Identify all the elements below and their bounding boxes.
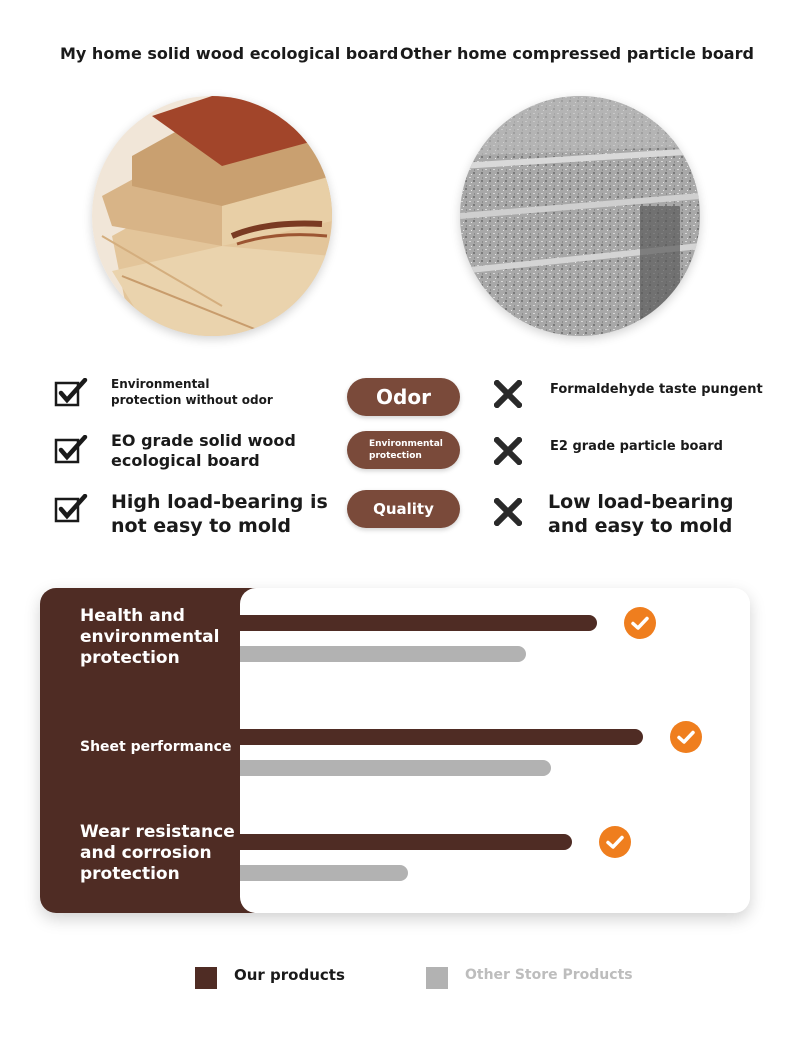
legend-our-products: Our products bbox=[234, 966, 345, 984]
checkbox-check-icon bbox=[54, 378, 88, 408]
chart-category-label: Sheet performance bbox=[80, 739, 232, 755]
our-product-bar bbox=[240, 834, 572, 850]
chart-category-label: Wear resistance and corrosion protection bbox=[80, 822, 235, 884]
our-feature-text: High load-bearing is not easy to mold bbox=[111, 491, 328, 537]
other-product-bar bbox=[240, 646, 526, 662]
orange-check-badge-icon bbox=[599, 826, 631, 858]
other-product-bar bbox=[240, 760, 551, 776]
legend-other-products: Other Store Products bbox=[465, 967, 633, 983]
quality-pill: Quality bbox=[347, 490, 460, 528]
checkbox-check-icon bbox=[54, 435, 88, 465]
our-product-bar bbox=[240, 615, 597, 631]
legend-swatch-other-products bbox=[426, 967, 448, 989]
chart-category-label: Health and environmental protection bbox=[80, 606, 220, 668]
other-product-bar bbox=[240, 865, 408, 881]
odor-pill: Odor bbox=[347, 378, 460, 416]
x-icon bbox=[494, 380, 522, 408]
our-feature-text: Environmental protection without odor bbox=[111, 377, 273, 407]
other-feature-text: Formaldehyde taste pungent bbox=[550, 382, 763, 397]
x-icon bbox=[494, 437, 522, 465]
our-product-bar bbox=[240, 729, 643, 745]
other-feature-text: Low load-bearing and easy to mold bbox=[548, 491, 734, 537]
checkbox-check-icon bbox=[54, 494, 88, 524]
right-column-title: Other home compressed particle board bbox=[400, 44, 754, 63]
our-feature-text: EO grade solid wood ecological board bbox=[111, 431, 296, 470]
orange-check-badge-icon bbox=[624, 607, 656, 639]
legend-swatch-our-products bbox=[195, 967, 217, 989]
environmental-protection-pill: Environmental protection bbox=[347, 431, 460, 469]
left-column-title: My home solid wood ecological board bbox=[60, 44, 399, 63]
solid-wood-board-image bbox=[92, 96, 332, 336]
x-icon bbox=[494, 498, 522, 526]
particle-board-image bbox=[460, 96, 700, 336]
other-feature-text: E2 grade particle board bbox=[550, 439, 723, 454]
orange-check-badge-icon bbox=[670, 721, 702, 753]
